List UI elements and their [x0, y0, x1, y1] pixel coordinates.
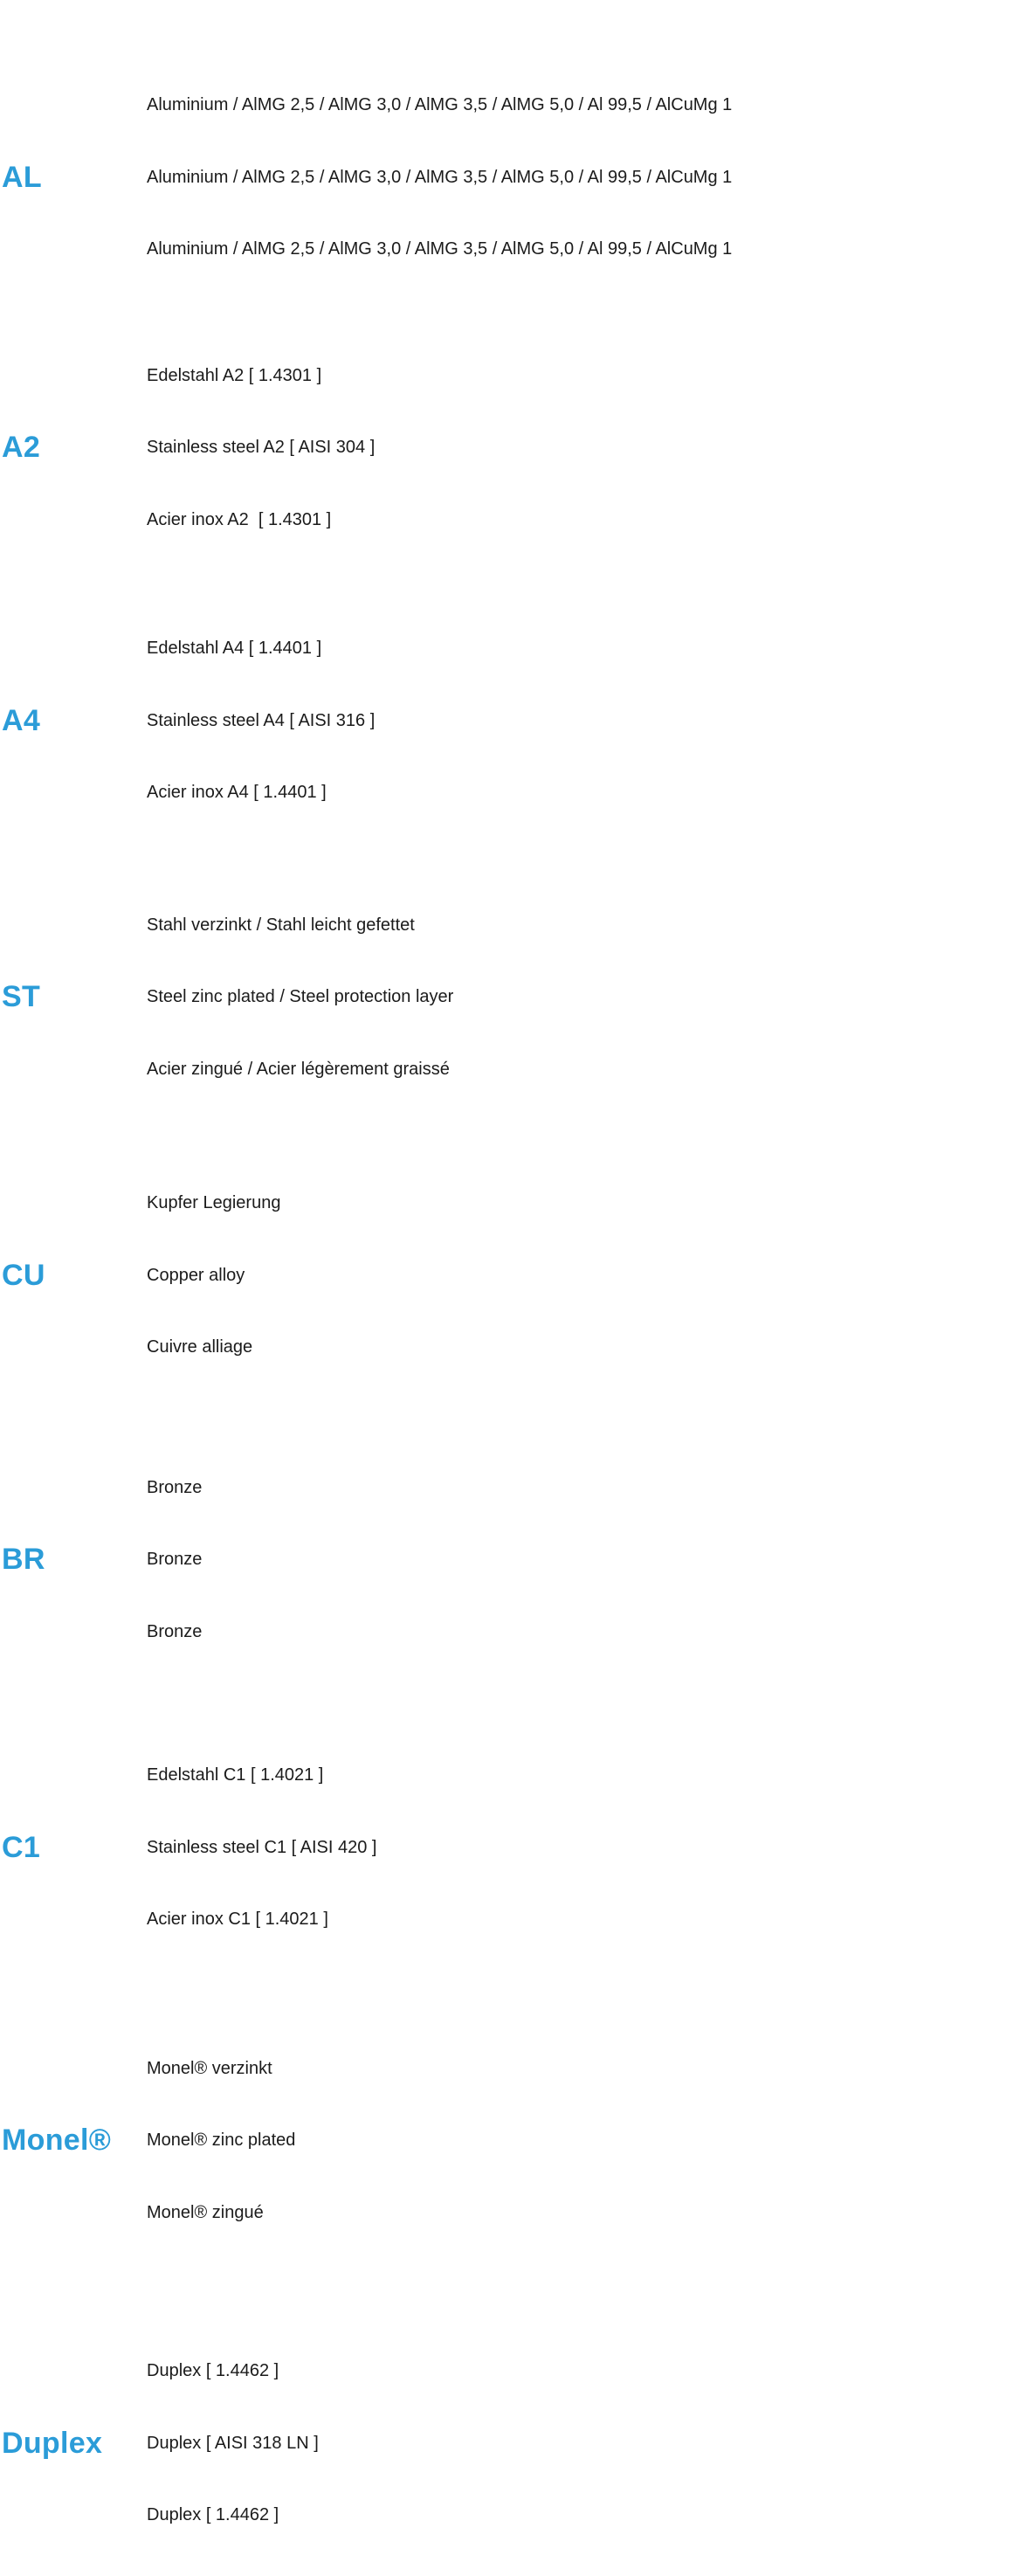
description-line-de: Edelstahl C1 [ 1.4021 ]: [147, 1765, 324, 1785]
material-descriptions-c1: [147, 1716, 376, 1980]
description-line-fr: Cuivre alliage: [147, 1337, 253, 1357]
description-line-fr: Acier inox A2 [ 1.4301 ]: [147, 509, 332, 529]
description-line-fr: Acier zingué / Acier légèrement graissé: [147, 1059, 450, 1079]
description-line-fr: Acier inox C1 [ 1.4021 ]: [147, 1910, 328, 1929]
description-line-de: Kupfer Legierung: [147, 1193, 281, 1212]
material-row-br: [0, 1428, 1013, 1693]
description-line-en: Bronze: [147, 1550, 203, 1569]
material-code-br: BR: [2, 1543, 45, 1577]
description-line-fr: Acier inox A4 [ 1.4401 ]: [147, 783, 327, 802]
description-line-en: Copper alloy: [147, 1265, 245, 1285]
material-row-st: [0, 866, 1013, 1130]
description-line-en: Duplex [ AISI 318 LN ]: [147, 2433, 319, 2453]
material-row-c1: [0, 1716, 1013, 1980]
material-code-a2: A2: [2, 431, 41, 465]
material-descriptions-cu: [147, 1143, 280, 1408]
description-line-de: Duplex [ 1.4462 ]: [147, 2361, 279, 2380]
description-line-fr: Aluminium / AlMG 2,5 / AlMG 3,0 / AlMG 3,5 / AlMG 5,0 / Al 99,5 / AlCuMg 1: [147, 239, 733, 259]
material-code-duplex: Duplex: [2, 2426, 103, 2460]
material-row-a2: [0, 316, 1013, 581]
material-code-st: ST: [2, 980, 41, 1014]
description-line-de: Edelstahl A2 [ 1.4301 ]: [147, 365, 322, 385]
material-code-monel: Monel®: [2, 2124, 112, 2158]
description-line-en: Stainless steel A2 [ AISI 304 ]: [147, 438, 376, 457]
material-row-duplex: [0, 2311, 1013, 2576]
material-code-c1: C1: [2, 1830, 41, 1864]
material-descriptions-monel: [147, 2009, 295, 2274]
material-code-cu: CU: [2, 1258, 45, 1292]
description-line-de: Aluminium / AlMG 2,5 / AlMG 3,0 / AlMG 3,5 / AlMG 5,0 / Al 99,5 / AlCuMg 1: [147, 95, 733, 114]
material-descriptions-a2: [147, 316, 375, 581]
description-line-de: Bronze: [147, 1477, 203, 1497]
material-code-a4: A4: [2, 703, 41, 737]
material-row-monel: [0, 2009, 1013, 2274]
description-line-en: Stainless steel C1 [ AISI 420 ]: [147, 1837, 377, 1857]
description-line-de: Stahl verzinkt / Stahl leicht gefettet: [147, 915, 415, 935]
description-line-en: Aluminium / AlMG 2,5 / AlMG 3,0 / AlMG 3,5 / AlMG 5,0 / Al 99,5 / AlCuMg 1: [147, 167, 733, 187]
material-row-a4: [0, 589, 1013, 853]
description-line-en: Monel® zinc plated: [147, 2131, 296, 2150]
description-line-en: Steel zinc plated / Steel protection layer: [147, 987, 454, 1006]
description-line-fr: Monel® zingué: [147, 2202, 264, 2222]
description-line-fr: Bronze: [147, 1621, 203, 1641]
material-descriptions-a4: [147, 589, 375, 853]
material-descriptions-al: [147, 45, 732, 310]
description-line-de: Monel® verzinkt: [147, 2058, 272, 2078]
description-line-fr: Duplex [ 1.4462 ]: [147, 2505, 279, 2524]
material-row-al: [0, 45, 1013, 310]
material-code-al: AL: [2, 160, 42, 194]
description-line-de: Edelstahl A4 [ 1.4401 ]: [147, 639, 322, 658]
material-descriptions-st: [147, 866, 453, 1130]
material-descriptions-duplex: [147, 2311, 319, 2576]
material-descriptions-br: [147, 1428, 202, 1693]
material-row-cu: [0, 1143, 1013, 1408]
description-line-en: Stainless steel A4 [ AISI 316 ]: [147, 710, 376, 730]
